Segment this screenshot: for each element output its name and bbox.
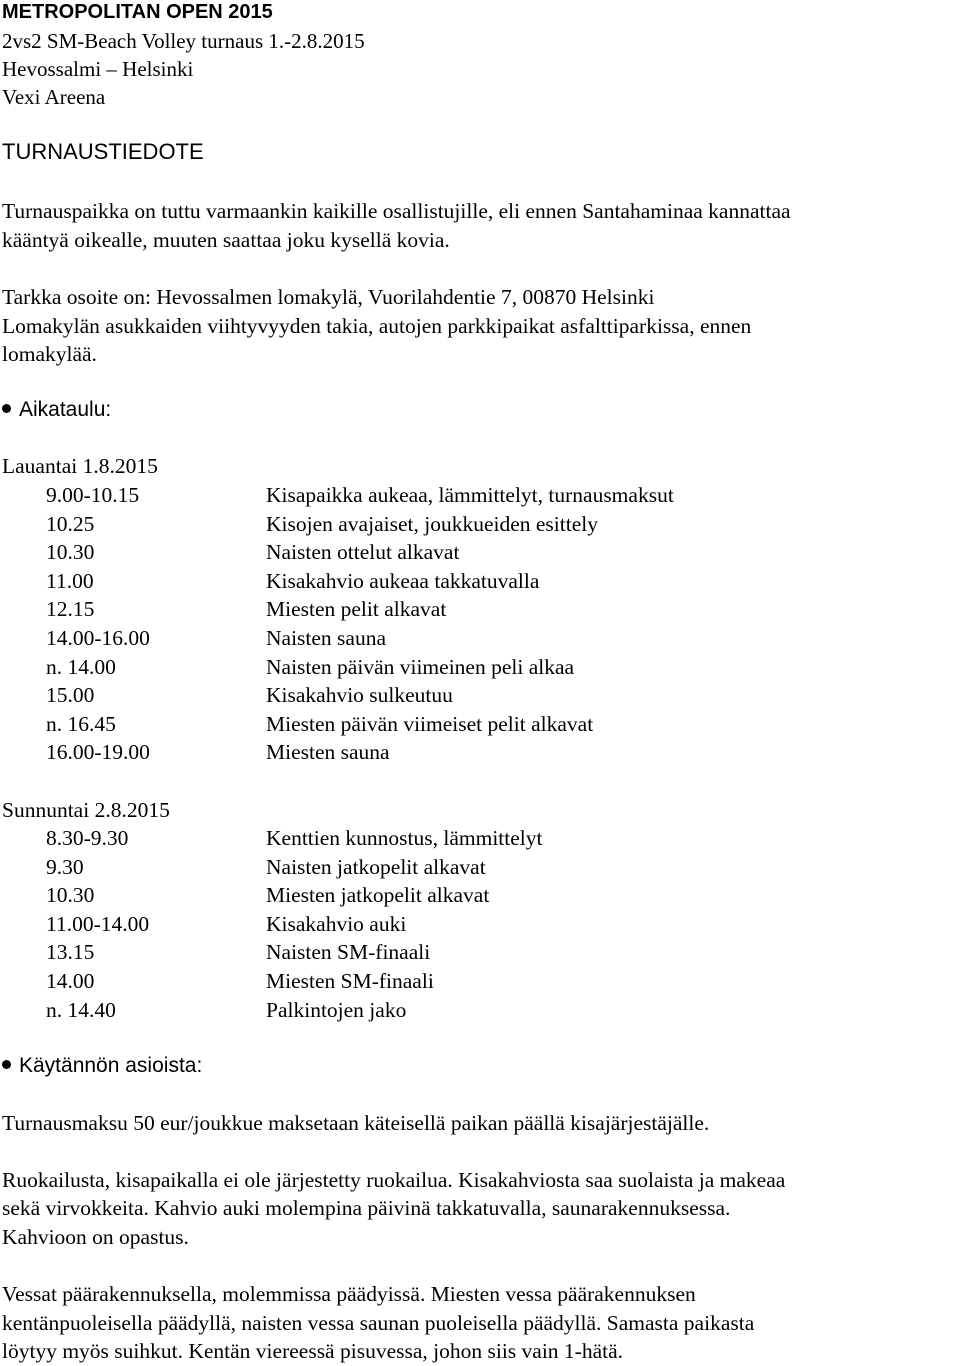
schedule-row [0, 624, 960, 653]
schedule-heading [2, 397, 111, 423]
schedule-time: 12.15 [46, 597, 95, 622]
schedule-time: 11.00-14.00 [46, 911, 150, 936]
schedule-row [0, 481, 960, 510]
food-line-3: Kahvioon on opastus. [2, 1225, 189, 1249]
schedule-time: 15.00 [46, 683, 95, 708]
schedule-description: Naisten ottelut alkavat [266, 540, 460, 565]
schedule-time: 13.15 [46, 940, 95, 965]
schedule-time: 9.30 [46, 854, 84, 879]
schedule-time: n. 14.00 [46, 654, 116, 679]
schedule-description: Kisapaikka aukeaa, lämmittelyt, turnausmaksut [266, 483, 674, 507]
schedule-row [0, 681, 960, 710]
bullet-icon [2, 1060, 11, 1069]
bullet-icon [2, 404, 11, 413]
schedule-time: 11.00 [46, 568, 94, 593]
schedule-row [0, 538, 960, 567]
schedule-row [0, 653, 960, 682]
schedule-time: 9.00-10.15 [46, 483, 140, 507]
schedule-description: Naisten SM-finaali [266, 940, 431, 965]
schedule-row [0, 938, 960, 967]
schedule-row [0, 710, 960, 739]
address-line-3: lomakylää. [2, 342, 97, 366]
schedule-description: Naisten päivän viimeinen peli alkaa [266, 654, 575, 679]
practical-heading [2, 1053, 202, 1079]
doc-heading: TURNAUSTIEDOTE [2, 139, 204, 164]
schedule-row [0, 510, 960, 539]
schedule-time: 10.25 [46, 511, 95, 536]
practical-heading-label: Käytännön asioista: [19, 1054, 203, 1077]
schedule-time: 14.00-16.00 [46, 626, 150, 650]
venue-line: Vexi Areena [2, 85, 106, 109]
toilet-line-1: Vessat päärakennuksella, molemmissa päädyissä. Miesten vessa päärakennuksen [2, 1282, 696, 1306]
saturday-label: Lauantai 1.8.2015 [2, 454, 158, 478]
schedule-row [0, 824, 960, 853]
schedule-description: Kenttien kunnostus, lämmittelyt [266, 826, 543, 850]
address-line-2: Lomakylän asukkaiden viihtyvyyden takia, autojen parkkipaikat asfalttiparkissa, ennen [2, 314, 752, 338]
fee-text: Turnausmaksu 50 eur/joukkue maksetaan käteisellä paikan päällä kisajärjestäjälle. [2, 1111, 710, 1135]
schedule-row [0, 738, 960, 767]
schedule-time: 8.30-9.30 [46, 826, 129, 850]
schedule-time: 10.30 [46, 883, 95, 908]
event-line: 2vs2 SM-Beach Volley turnaus 1.-2.8.2015 [2, 29, 365, 53]
intro-line-1: Turnauspaikka on tuttu varmaankin kaikille osallistujille, eli ennen Santahaminaa kannattaa [2, 199, 791, 223]
schedule-description: Kisakahvio auki [266, 911, 407, 936]
schedule-description: Naisten jatkopelit alkavat [266, 854, 486, 879]
address-line-1: Tarkka osoite on: Hevossalmen lomakylä, Vuorilahdentie 7, 00870 Helsinki [2, 285, 655, 309]
schedule-time: n. 16.45 [46, 711, 116, 736]
schedule-description: Kisakahvio sulkeutuu [266, 683, 453, 708]
schedule-time: 14.00 [46, 969, 95, 993]
toilet-line-3: löytyy myös suihkut. Kentän viereessä pisuvessa, johon siis vain 1-hätä. [2, 1339, 624, 1363]
sunday-label: Sunnuntai 2.8.2015 [2, 798, 170, 822]
schedule-row [0, 910, 960, 939]
schedule-description: Miesten jatkopelit alkavat [266, 883, 490, 908]
schedule-row [0, 967, 960, 996]
schedule-description: Miesten pelit alkavat [266, 597, 447, 622]
schedule-row [0, 567, 960, 596]
intro-line-2: kääntyä oikealle, muuten saattaa joku kysellä kovia. [2, 228, 450, 252]
location-line: Hevossalmi – Helsinki [2, 57, 194, 81]
toilet-line-2: kentänpuoleisella päädyllä, naisten vessa saunan puoleisella päädyllä. Samasta paikasta [2, 1311, 755, 1335]
schedule-description: Palkintojen jako [266, 997, 407, 1022]
schedule-time: n. 14.40 [46, 997, 116, 1022]
schedule-time: 10.30 [46, 540, 95, 565]
schedule-description: Miesten päivän viimeiset pelit alkavat [266, 711, 594, 736]
food-line-1: Ruokailusta, kisapaikalla ei ole järjestetty ruokailua. Kisakahviosta saa suolaista ja makeaa [2, 1168, 786, 1192]
schedule-row [0, 881, 960, 910]
document-title: METROPOLITAN OPEN 2015 [2, 1, 273, 23]
schedule-row [0, 595, 960, 624]
schedule-description: Miesten SM-finaali [266, 969, 434, 993]
food-line-2: sekä virvokkeita. Kahvio auki molempina päivinä takkatuvalla, saunarakennuksessa. [2, 1196, 731, 1220]
schedule-row [0, 996, 960, 1025]
schedule-description: Naisten sauna [266, 626, 387, 650]
schedule-description: Miesten sauna [266, 740, 390, 765]
schedule-row [0, 853, 960, 882]
schedule-heading-label: Aikataulu: [19, 398, 112, 421]
schedule-description: Kisojen avajaiset, joukkueiden esittely [266, 511, 598, 536]
schedule-description: Kisakahvio aukeaa takkatuvalla [266, 568, 540, 593]
schedule-time: 16.00-19.00 [46, 740, 150, 765]
